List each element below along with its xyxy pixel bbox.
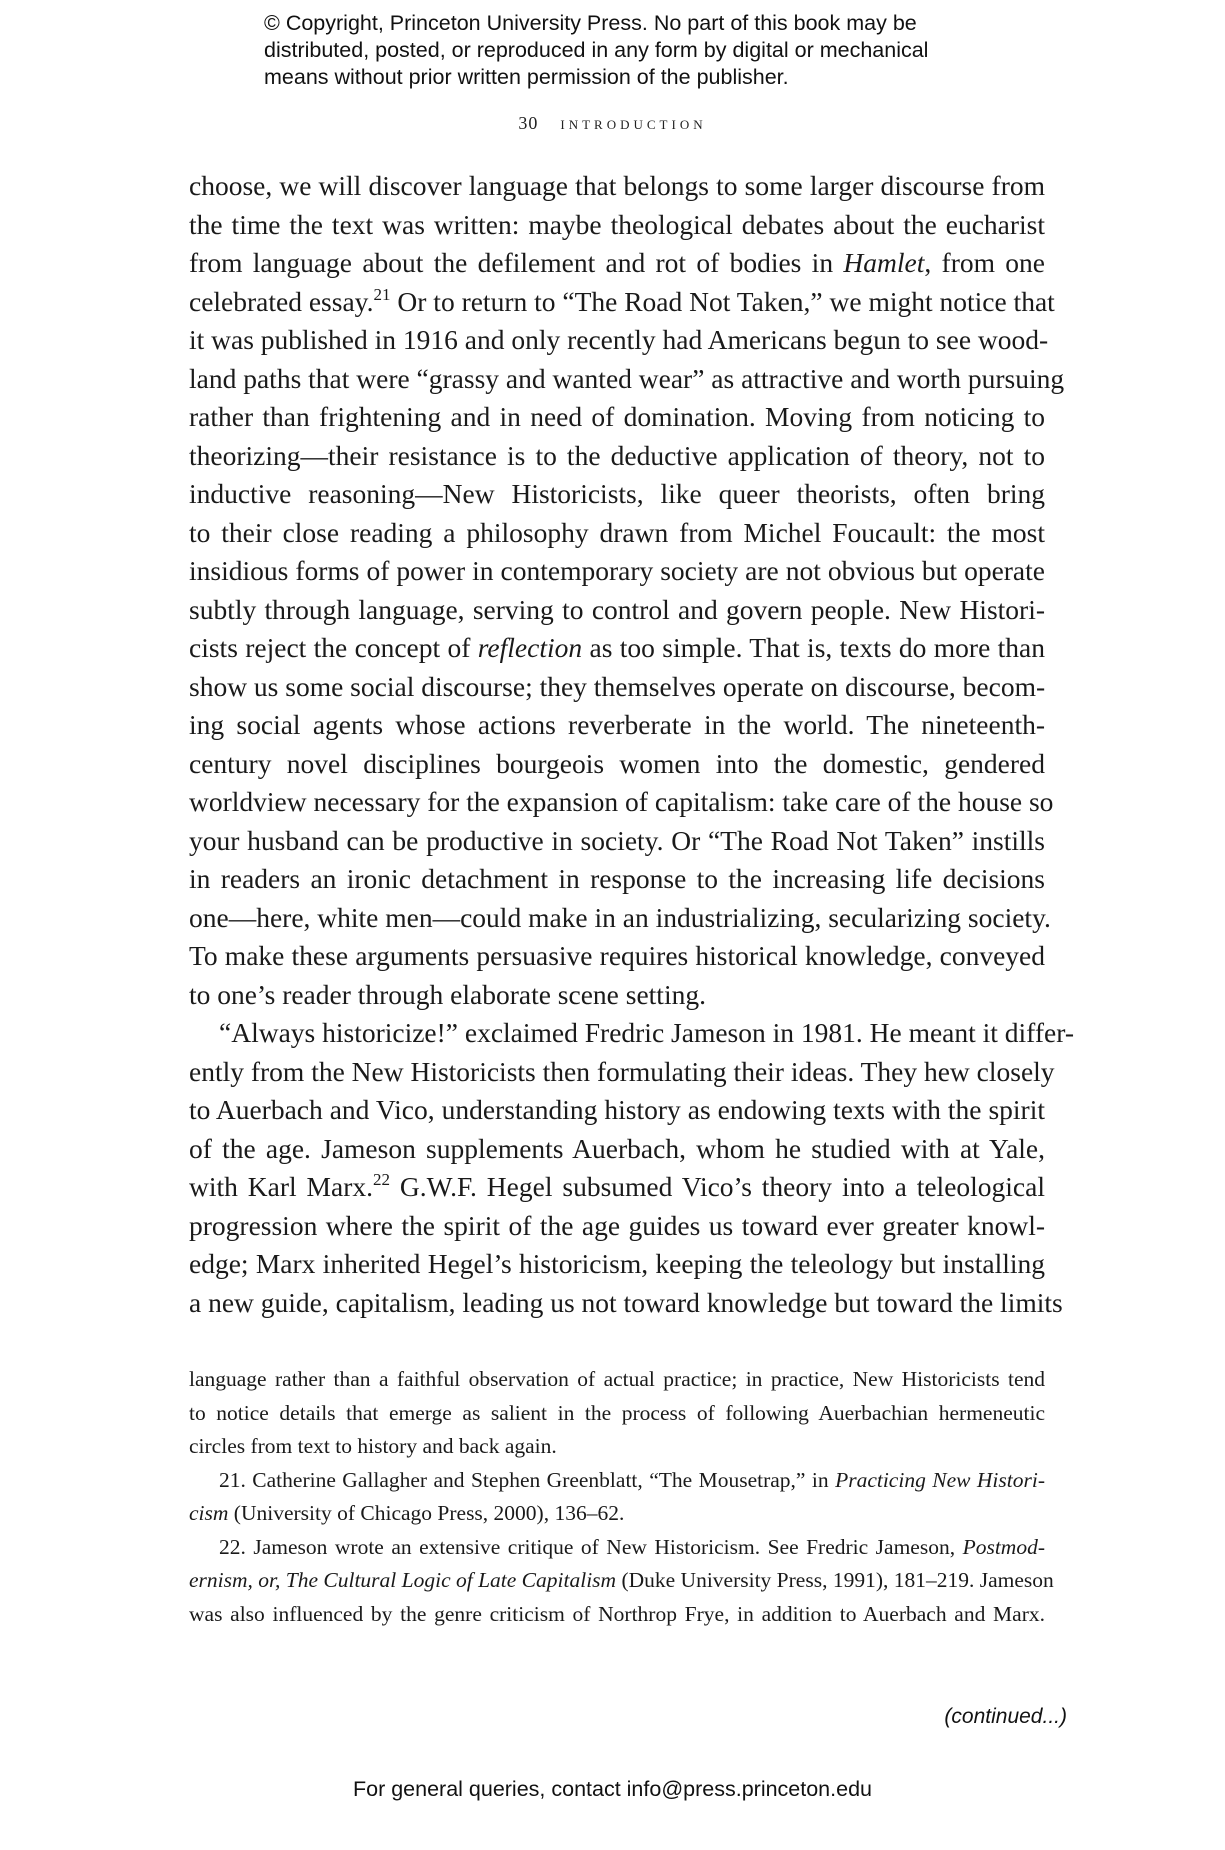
copyright-line: © Copyright, Princeton University Press. No part of this book may be: [264, 11, 917, 35]
body-line: inductive reasoning—New Historicists, like queer theorists, often bring: [189, 478, 1045, 509]
body-line: of the age. Jameson supplements Auerbach, whom he studied with at Yale,: [189, 1132, 1045, 1164]
body-line: subtly through language, serving to control and govern people. New Histori-: [189, 593, 1045, 625]
body-line: worldview necessary for the expansion of capitalism: take care of the house so: [189, 786, 1054, 817]
body-line: “Always historicize!” exclaimed Fredric Jameson in 1981. He meant it differ-: [219, 1017, 1074, 1048]
body-line: to one’s reader through elaborate scene setting.: [189, 978, 706, 1010]
footnote-ref-22: 22: [372, 1169, 391, 1189]
footnote-line: language rather than a faithful observation of actual practice; in practice, New Historicists tend: [189, 1367, 1045, 1391]
copyright-line: distributed, posted, or reproduced in any form by digital or mechanical: [264, 38, 929, 62]
body-line: to Auerbach and Vico, understanding history as endowing texts with the spirit: [189, 1094, 1045, 1125]
body-text: [189, 167, 1074, 1322]
body-line: ently from the New Historicists then formulating their ideas. They hew closely: [189, 1055, 1055, 1087]
body-line: land paths that were “grassy and wanted wear” as attractive and worth pursuing: [189, 362, 1065, 394]
footnote-line: to notice details that emerge as salient in the process of following Auerbachian hermeneutic: [189, 1400, 1045, 1425]
continued-label: (continued...): [944, 1705, 1067, 1728]
body-line: a new guide, capitalism, leading us not toward knowledge but toward the limits: [189, 1286, 1063, 1318]
body-line: the time the text was written: maybe theological debates about the eucharist: [189, 208, 1045, 240]
running-title: introduction: [560, 113, 707, 133]
footnotes: [189, 1363, 1054, 1631]
copyright-line: means without prior written permission of the publisher.: [264, 65, 789, 89]
body-line: progression where the spirit of the age guides us toward ever greater knowl-: [189, 1209, 1045, 1241]
body-line: century novel disciplines bourgeois women into the domestic, gendered: [189, 747, 1045, 779]
body-line: choose, we will discover language that belongs to some larger discourse from: [189, 170, 1045, 201]
body-line: in readers an ironic detachment in response to the increasing life decisions: [189, 863, 1045, 894]
body-line: one—here, white men—could make in an industrializing, secularizing society.: [189, 901, 1051, 933]
body-line: with Karl Marx.$^{22}$ G.W.F. Hegel subsumed Vico’s theory into a teleological: [189, 1169, 1045, 1202]
body-line: rather than frightening and in need of domination. Moving from noticing to: [189, 401, 1045, 432]
body-line: theorizing—their resistance is to the deductive application of theory, not to: [189, 439, 1045, 471]
body-line: your husband can be productive in society. Or “The Road Not Taken” instills: [189, 824, 1045, 856]
footnote-line: circles from text to history and back again.: [189, 1434, 557, 1458]
footnote-line: ernism, or, The Cultural Logic of Late Capitalism (Duke University Press, 1991), 181–219. Jameson: [189, 1568, 1054, 1592]
body-line: celebrated essay.$^{21}$ Or to return to “The Road Not Taken,” we might notice that: [189, 284, 1055, 317]
body-line: it was published in 1916 and only recently had Americans begun to see wood-: [189, 324, 1049, 355]
body-line: show us some social discourse; they themselves operate on discourse, becom-: [189, 670, 1046, 702]
italic-term: reflection: [477, 632, 583, 663]
footnote-21: 21. Catherine Gallagher and Stephen Greenblatt, “The Mousetrap,” in Practicing New Histori-: [219, 1467, 1045, 1492]
body-line: edge; Marx inherited Hegel’s historicism, keeping the teleology but installing: [189, 1248, 1045, 1279]
body-line: To make these arguments persuasive requires historical knowledge, conveyed: [189, 940, 1045, 971]
footnote-line: was also influenced by the genre criticism of Northrop Frye, in addition to Auerbach and Marx.: [189, 1601, 1045, 1626]
body-line: cists reject the concept of reflection as too simple. That is, texts do more than: [189, 632, 1045, 663]
italic-title: Hamlet: [843, 247, 925, 278]
body-line: to their close reading a philosophy drawn from Michel Foucault: the most: [189, 516, 1045, 548]
body-line: from language about the defilement and rot of bodies in Hamlet, from one: [189, 247, 1046, 278]
footnote-line: cism (University of Chicago Press, 2000), 136–62.: [189, 1501, 625, 1525]
page-number: 30: [518, 113, 539, 133]
body-line: ing social agents whose actions reverberate in the world. The nineteenth-: [189, 709, 1045, 740]
copyright-notice: [264, 10, 984, 91]
footnote-22: 22. Jameson wrote an extensive critique of New Historicism. See Fredric Jameson, Postmod-: [219, 1534, 1045, 1559]
footnote-ref-21: 21: [373, 284, 391, 304]
running-head: [0, 113, 1225, 134]
body-line: insidious forms of power in contemporary society are not obvious but operate: [189, 555, 1045, 586]
footer-contact: For general queries, contact info@press.princeton.edu: [352, 1777, 872, 1801]
